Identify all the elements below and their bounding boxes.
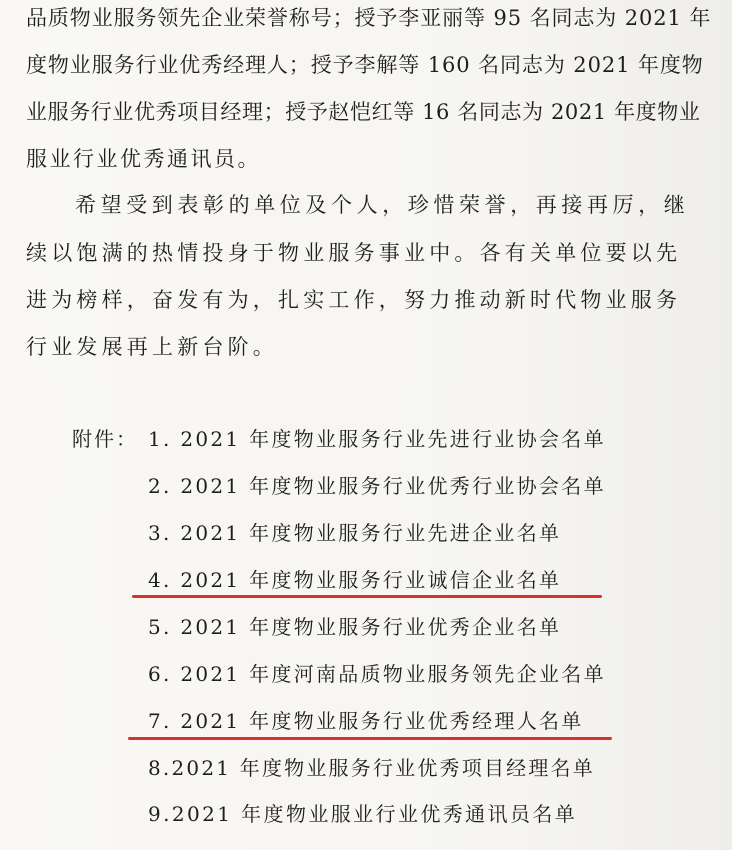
attachment-item-4: 4. 2021 年度物业服务行业诚信企业名单 — [148, 568, 562, 592]
attachment-item-8: 8.2021 年度物业服务行业优秀项目经理名单 — [148, 756, 595, 780]
body-line-1: 品质物业服务领先企业荣誉称号；授予李亚丽等 95 名同志为 2021 年 — [26, 6, 712, 30]
attachment-item-7: 7. 2021 年度物业服务行业优秀经理人名单 — [148, 709, 584, 733]
body-line-4: 服业行业优秀通讯员。 — [26, 147, 261, 171]
para2-line-1: 希望受到表彰的单位及个人，珍惜荣誉，再接再厉，继 — [75, 193, 690, 217]
attachments-label: 附件： — [72, 427, 138, 451]
attachment-item-2: 2. 2021 年度物业服务行业优秀行业协会名单 — [148, 474, 606, 498]
body-line-2: 度物业服务行业优秀经理人；授予李解等 160 名同志为 2021 年度物 — [26, 53, 704, 77]
attachment-item-5: 5. 2021 年度物业服务行业优秀企业名单 — [148, 615, 562, 639]
highlight-underline-item-7 — [128, 737, 612, 740]
body-line-3: 业服务行业优秀项目经理；授予赵恺红等 16 名同志为 2021 年度物业 — [26, 100, 701, 124]
attachment-item-9: 9.2021 年度物业服业行业优秀通讯员名单 — [148, 802, 578, 826]
para2-line-4: 行业发展再上新台阶。 — [26, 335, 278, 359]
attachment-item-3: 3. 2021 年度物业服务行业先进企业名单 — [148, 521, 562, 545]
para2-line-3: 进为榜样，奋发有为，扎实工作，努力推动新时代物业服务 — [26, 288, 682, 312]
highlight-underline-item-4 — [132, 595, 602, 598]
attachment-item-1: 1. 2021 年度物业服务行业先进行业协会名单 — [148, 427, 606, 451]
attachment-item-6: 6. 2021 年度河南品质物业服务领先企业名单 — [148, 662, 606, 686]
para2-line-2: 续以饱满的热情投身于物业服务事业中。各有关单位要以先 — [26, 241, 682, 265]
